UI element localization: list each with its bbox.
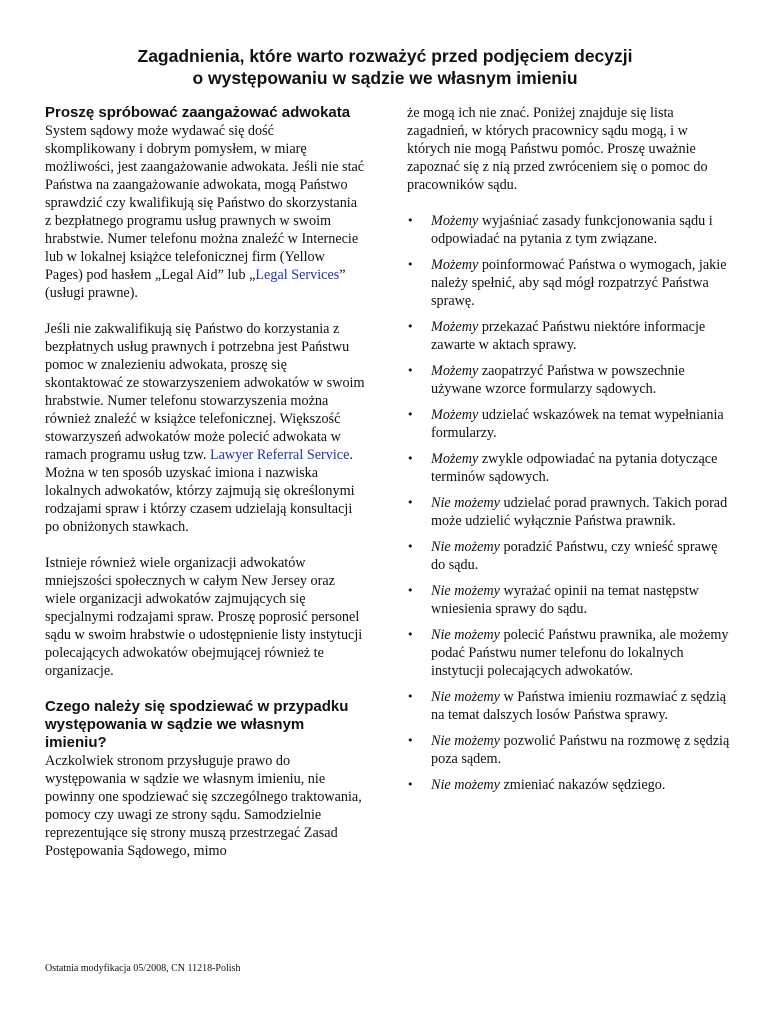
list-item-text: przekazać Państwu niektóre informacje zawarte w aktach sprawy. <box>431 319 706 353</box>
list-item-lead: Możemy <box>431 257 479 273</box>
bullet-icon: • <box>407 452 414 465</box>
list-item <box>407 450 732 486</box>
bullet-icon: • <box>407 214 414 227</box>
list-item-lead: Możemy <box>431 319 479 335</box>
bullet-icon: • <box>407 496 414 509</box>
paragraph-hire-lawyer <box>45 122 365 302</box>
list-item-text: wyjaśniać zasady funkcjonowania sądu i odpowiadać na pytania z tym związane. <box>431 213 713 247</box>
list-item-lead: Nie możemy <box>431 689 500 705</box>
list-item-text: zwykle odpowiadać na pytania dotyczące terminów sądowych. <box>431 451 718 485</box>
list-item-text: polecić Państwu prawnika, ale możemy podać Państwu numer telefonu do lokalnych instytucji polecających adwokatów. <box>431 627 729 679</box>
paragraph-intro-list: że mogą ich nie znać. Poniżej znajduje się lista zagadnień, w których pracownicy sądu mogą, i w których nie mogą Państwu pomóc. Proszę uważnie zapoznać się z nią przed zwróceniem się o pomoc do pracowników sądu. <box>407 105 708 193</box>
list-item-lead: Możemy <box>431 213 479 229</box>
list-item-lead: Nie możemy <box>431 777 500 793</box>
bullet-icon: • <box>407 540 414 553</box>
list-item-text: udzielać porad prawnych. Takich porad może udzielić wyłącznie Państwa prawnik. <box>431 495 728 529</box>
list-item <box>407 732 732 768</box>
list-item <box>407 494 732 530</box>
bullet-icon: • <box>407 734 414 747</box>
list-item-text: zmieniać nakazów sędziego. <box>499 777 666 793</box>
list-item-text: w Państwa imieniu rozmawiać z sędzią na temat dalszych losów Państwa sprawy. <box>431 689 727 723</box>
list-item <box>407 318 732 354</box>
list-item-text: poradzić Państwu, czy wnieść sprawę do sądu. <box>431 539 718 573</box>
bullet-icon: • <box>407 258 414 271</box>
list-item <box>407 538 732 574</box>
list-item-text: pozwolić Państwu na rozmowę z sędzią poza sądem. <box>431 733 730 767</box>
list-item <box>407 362 732 398</box>
title-line-1: Zagadnienia, które warto rozważyć przed podjęciem decyzji <box>137 46 633 66</box>
title-line-2: o występowaniu w sądzie we własnym imieniu <box>192 68 578 88</box>
list-item <box>407 776 732 794</box>
list-item <box>407 626 732 680</box>
list-item <box>407 256 732 310</box>
left-column <box>45 104 365 878</box>
paragraph-text: . Można w ten sposób uzyskać imiona i nazwiska lokalnych adwokatów, którzy zajmują się określonymi rodzajami spraw i którzy czasem udzielają konsultacji po obniżonych stawkach. <box>45 447 355 535</box>
list-item-lead: Możemy <box>431 451 479 467</box>
footer-revision-note: Ostatnia modyfikacja 05/2008, CN 11218-Polish <box>45 963 241 974</box>
bullet-icon: • <box>407 364 414 377</box>
right-column <box>407 104 732 802</box>
bullet-icon: • <box>407 690 414 703</box>
paragraph-expectations: Aczkolwiek stronom przysługuje prawo do występowania w sądzie we własnym imieniu, nie powinny one spodziewać się szczególnego traktowania, pomocy czy uwagi ze strony sądu. Samodzielnie reprezentujące się strony muszą przestrzegać Zasad Postępowania Sądowego, mimo <box>45 753 362 859</box>
list-item-text: udzielać wskazówek na temat wypełniania formularzy. <box>431 407 724 441</box>
list-item-lead: Nie możemy <box>431 495 500 511</box>
list-item-lead: Nie możemy <box>431 539 500 555</box>
list-item-lead: Nie możemy <box>431 627 500 643</box>
legal-services-link[interactable]: Legal Services <box>255 267 340 283</box>
list-item-lead: Nie możemy <box>431 583 500 599</box>
list-item-lead: Nie możemy <box>431 733 500 749</box>
list-item-lead: Możemy <box>431 363 479 379</box>
list-item-text: zaopatrzyć Państwa w powszechnie używane wzorce formularzy sądowych. <box>431 363 685 397</box>
court-staff-list <box>407 212 732 794</box>
section-heading-expectations: Czego należy się spodziewać w przypadku występowania w sądzie we własnym imieniu? <box>45 698 349 751</box>
lawyer-referral-service-link[interactable]: Lawyer Referral Service <box>209 447 350 463</box>
list-item-text: poinformować Państwa o wymogach, jakie należy spełnić, aby sąd mógł rozpatrzyć Państwa sprawę. <box>431 257 727 309</box>
list-item-lead: Możemy <box>431 407 479 423</box>
paragraph-bar-association <box>45 320 365 536</box>
list-item-text: wyrażać opinii na temat następstw wniesienia sprawy do sądu. <box>431 583 699 617</box>
list-item <box>407 582 732 618</box>
paragraph-text: System sądowy może wydawać się dość skomplikowany i dobrym pomysłem, w miarę możliwości, jest zaangażowanie adwokata. Jeśli nie stać Państwa na zaangażowanie adwokata, mogą Państwo sprawdzić czy kwalifikują się Państwo do skorzystania z bezpłatnego programu usług prawnych w swoim hrabstwie. Numer telefonu można znaleźć w Internecie lub w lokalnej książce telefonicznej firm (Yellow Pages) pod hasłem „Legal Aid” lub „ <box>45 123 365 283</box>
list-item <box>407 212 732 248</box>
list-item <box>407 688 732 724</box>
page-title <box>0 45 770 89</box>
paragraph-text: ” (usługi prawne). <box>45 267 346 301</box>
list-item <box>407 406 732 442</box>
paragraph-text: Jeśli nie zakwalifikują się Państwo do korzystania z bezpłatnych usług prawnych i potrzebna jest Państwu pomoc w znalezieniu adwokata, proszę się skontaktować ze stowarzyszeniem adwokatów w swoim hrabstwie. Numer telefonu stowarzyszenia można również znaleźć w książce telefonicznej. Większość stowarzyszeń adwokatów może polecić adwokata w ramach programu usług tzw. <box>45 321 365 463</box>
bullet-icon: • <box>407 584 414 597</box>
section-heading-hire-lawyer: Proszę spróbować zaangażować adwokata <box>45 104 351 121</box>
paragraph-minority-bar: Istnieje również wiele organizacji adwokatów mniejszości społecznych w całym New Jersey oraz wiele organizacji adwokatów zajmujących się specjalnymi rodzajami spraw. Proszę poprosić personel sądu w swoim hrabstwie o udostępnienie listy instytucji polecających adwokatów obejmującej również te organizacje. <box>45 555 363 679</box>
bullet-icon: • <box>407 628 414 641</box>
bullet-icon: • <box>407 320 414 333</box>
bullet-icon: • <box>407 408 414 421</box>
bullet-icon: • <box>407 778 414 791</box>
